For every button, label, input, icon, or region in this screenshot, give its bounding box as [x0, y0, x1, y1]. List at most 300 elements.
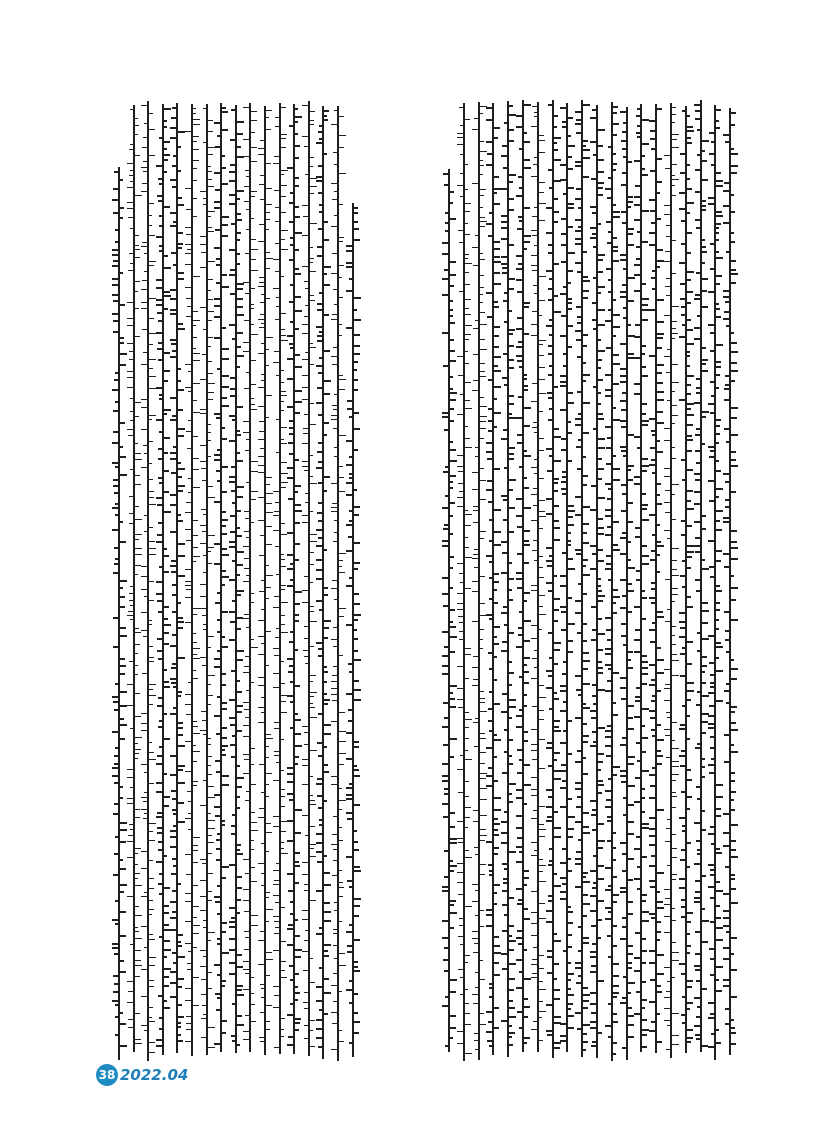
glyph-mark	[494, 823, 500, 825]
glyph-mark	[731, 619, 738, 621]
glyph-mark	[156, 782, 162, 784]
glyph-mark	[260, 140, 264, 142]
glyph-mark	[170, 565, 176, 567]
glyph-mark	[465, 827, 468, 829]
glyph-mark	[554, 663, 558, 665]
glyph-mark	[546, 789, 552, 791]
glyph-mark	[230, 515, 235, 517]
glyph-mark	[178, 243, 183, 245]
glyph-mark	[710, 826, 714, 828]
glyph-mark	[679, 755, 685, 757]
glyph-mark	[568, 168, 573, 170]
glyph-mark	[465, 363, 469, 365]
glyph-mark	[465, 678, 469, 680]
glyph-mark	[605, 188, 611, 190]
glyph-mark	[129, 513, 133, 515]
glyph-mark	[509, 739, 513, 741]
glyph-mark	[549, 657, 552, 659]
glyph-mark	[130, 829, 133, 831]
glyph-mark	[289, 343, 293, 345]
glyph-mark	[516, 346, 522, 348]
glyph-mark	[295, 919, 298, 921]
glyph-mark	[354, 746, 359, 748]
glyph-mark	[217, 938, 220, 940]
glyph-mark	[349, 1042, 352, 1044]
glyph-mark	[208, 547, 214, 549]
glyph-mark	[237, 496, 243, 498]
glyph-mark	[480, 499, 486, 501]
glyph-mark	[444, 793, 448, 795]
glyph-mark	[316, 842, 322, 844]
glyph-mark	[178, 514, 181, 516]
glyph-mark	[657, 901, 663, 903]
glyph-mark	[186, 502, 191, 504]
glyph-mark	[158, 458, 162, 460]
glyph-mark	[731, 465, 738, 467]
glyph-mark	[695, 969, 700, 971]
glyph-mark	[173, 825, 176, 827]
glyph-mark	[324, 699, 330, 701]
glyph-mark	[592, 233, 596, 235]
glyph-mark	[620, 537, 626, 539]
glyph-mark	[487, 316, 492, 318]
glyph-mark	[281, 554, 284, 556]
glyph-mark	[149, 155, 155, 157]
glyph-mark	[185, 512, 191, 514]
text-line-stroke	[293, 104, 295, 1054]
glyph-mark	[246, 439, 249, 441]
glyph-mark	[164, 380, 168, 382]
glyph-mark	[578, 413, 581, 415]
glyph-mark	[159, 936, 162, 938]
glyph-mark	[127, 981, 133, 983]
glyph-mark	[623, 156, 626, 158]
text-line	[634, 100, 649, 1061]
glyph-mark	[287, 773, 293, 775]
glyph-mark	[229, 180, 235, 182]
glyph-mark	[208, 154, 213, 156]
glyph-mark	[489, 691, 492, 693]
glyph-mark	[473, 952, 478, 954]
glyph-mark	[290, 701, 293, 703]
glyph-mark	[127, 187, 133, 189]
glyph-mark	[231, 833, 235, 835]
glyph-mark	[623, 122, 626, 124]
glyph-mark	[318, 648, 322, 650]
glyph-mark	[702, 246, 706, 248]
glyph-mark	[331, 511, 337, 513]
glyph-mark	[702, 528, 706, 530]
glyph-mark	[178, 941, 181, 943]
glyph-mark	[237, 617, 243, 619]
glyph-mark	[316, 142, 322, 144]
glyph-mark	[486, 223, 492, 225]
glyph-mark	[622, 870, 626, 872]
glyph-mark	[214, 172, 220, 174]
glyph-mark	[208, 891, 212, 893]
glyph-mark	[575, 496, 581, 498]
glyph-mark	[200, 445, 206, 447]
glyph-mark	[120, 786, 123, 788]
glyph-mark	[517, 837, 522, 839]
glyph-mark	[310, 611, 314, 613]
glyph-mark	[186, 298, 191, 300]
glyph-mark	[472, 390, 478, 392]
glyph-mark	[331, 639, 337, 641]
glyph-mark	[650, 717, 655, 719]
glyph-mark	[304, 470, 308, 472]
glyph-mark	[289, 665, 293, 667]
glyph-mark	[635, 527, 640, 529]
glyph-mark	[457, 466, 463, 468]
glyph-mark	[702, 359, 708, 361]
glyph-mark	[657, 690, 661, 692]
glyph-mark	[681, 520, 685, 522]
glyph-mark	[622, 222, 626, 224]
glyph-mark	[716, 905, 720, 907]
glyph-mark	[442, 593, 448, 595]
glyph-mark	[687, 808, 690, 810]
glyph-mark	[583, 942, 589, 944]
text-column-right	[112, 100, 364, 1061]
glyph-mark	[687, 921, 691, 923]
glyph-mark	[672, 644, 676, 646]
glyph-mark	[222, 749, 225, 751]
glyph-mark	[251, 840, 254, 842]
glyph-mark	[672, 107, 676, 109]
glyph-mark	[120, 304, 125, 306]
glyph-mark	[560, 742, 566, 744]
glyph-mark	[324, 855, 327, 857]
glyph-mark	[450, 698, 455, 700]
glyph-mark	[113, 646, 118, 648]
glyph-mark	[186, 874, 191, 876]
glyph-mark	[598, 518, 603, 520]
glyph-mark	[518, 216, 522, 218]
glyph-mark	[679, 336, 685, 338]
glyph-mark	[702, 776, 705, 778]
glyph-mark	[621, 211, 626, 213]
glyph-mark	[251, 191, 257, 193]
glyph-mark	[576, 339, 581, 341]
glyph-mark	[135, 245, 139, 247]
glyph-mark	[568, 187, 574, 189]
glyph-mark	[310, 124, 314, 126]
glyph-mark	[590, 1027, 596, 1029]
glyph-mark	[450, 360, 456, 362]
glyph-mark	[232, 502, 235, 504]
glyph-mark	[346, 266, 352, 268]
glyph-mark	[710, 332, 714, 334]
glyph-mark	[575, 761, 581, 763]
glyph-mark	[486, 914, 492, 916]
glyph-mark	[605, 389, 611, 391]
glyph-mark	[237, 594, 241, 596]
glyph-mark	[185, 622, 191, 624]
glyph-mark	[276, 863, 279, 865]
glyph-mark	[114, 709, 118, 711]
glyph-mark	[339, 712, 345, 714]
glyph-mark	[672, 328, 676, 330]
glyph-mark	[229, 962, 235, 964]
glyph-mark	[598, 403, 601, 405]
glyph-mark	[244, 709, 249, 711]
glyph-mark	[532, 216, 537, 218]
glyph-mark	[276, 419, 279, 421]
glyph-mark	[488, 430, 492, 432]
glyph-mark	[710, 747, 714, 749]
glyph-mark	[316, 1028, 322, 1030]
glyph-mark	[237, 659, 243, 661]
glyph-mark	[473, 506, 478, 508]
glyph-mark	[680, 859, 685, 861]
glyph-mark	[222, 129, 228, 131]
glyph-mark	[568, 1008, 571, 1010]
glyph-mark	[113, 212, 118, 214]
glyph-mark	[664, 205, 670, 207]
glyph-mark	[141, 191, 147, 193]
glyph-mark	[539, 192, 544, 194]
glyph-mark	[444, 970, 448, 972]
glyph-mark	[354, 228, 359, 230]
glyph-mark	[258, 456, 264, 458]
glyph-mark	[295, 216, 300, 218]
glyph-mark	[339, 335, 342, 337]
glyph-mark	[486, 489, 492, 491]
glyph-mark	[208, 900, 212, 902]
glyph-mark	[229, 864, 235, 866]
glyph-mark	[305, 305, 308, 307]
glyph-mark	[354, 207, 358, 209]
glyph-mark	[266, 212, 270, 214]
glyph-mark	[531, 520, 537, 522]
glyph-mark	[149, 986, 154, 988]
glyph-mark	[266, 1021, 270, 1023]
glyph-mark	[259, 421, 264, 423]
glyph-mark	[112, 313, 118, 315]
glyph-mark	[149, 900, 153, 902]
glyph-mark	[517, 442, 522, 444]
glyph-mark	[516, 126, 522, 128]
glyph-mark	[115, 466, 118, 468]
glyph-mark	[319, 204, 322, 206]
glyph-mark	[193, 642, 197, 644]
glyph-mark	[185, 854, 191, 856]
glyph-mark	[354, 680, 359, 682]
glyph-mark	[243, 773, 249, 775]
glyph-mark	[583, 542, 589, 544]
glyph-mark	[222, 533, 227, 535]
glyph-mark	[577, 750, 581, 752]
glyph-mark	[346, 482, 352, 484]
glyph-mark	[324, 239, 329, 241]
glyph-mark	[666, 295, 670, 297]
glyph-mark	[577, 391, 581, 393]
glyph-mark	[568, 432, 572, 434]
glyph-mark	[613, 832, 616, 834]
glyph-mark	[246, 575, 249, 577]
glyph-mark	[694, 491, 700, 493]
glyph-mark	[716, 815, 721, 817]
glyph-mark	[159, 137, 162, 139]
glyph-mark	[290, 681, 293, 683]
glyph-mark	[164, 126, 167, 128]
glyph-mark	[149, 965, 155, 967]
glyph-mark	[460, 755, 463, 757]
glyph-mark	[680, 575, 685, 577]
glyph-mark	[324, 115, 327, 117]
glyph-mark	[592, 695, 596, 697]
glyph-mark	[637, 760, 640, 762]
glyph-mark	[260, 535, 264, 537]
glyph-mark	[444, 429, 448, 431]
glyph-mark	[310, 1030, 313, 1032]
glyph-mark	[243, 421, 249, 423]
glyph-mark	[354, 221, 358, 223]
glyph-mark	[516, 355, 522, 357]
glyph-mark	[164, 308, 168, 310]
glyph-mark	[114, 547, 118, 549]
glyph-mark	[605, 374, 611, 376]
glyph-mark	[442, 775, 448, 777]
glyph-mark	[114, 983, 118, 985]
glyph-mark	[222, 980, 226, 982]
glyph-mark	[450, 556, 454, 558]
glyph-mark	[295, 491, 298, 493]
glyph-mark	[539, 511, 545, 513]
glyph-mark	[258, 722, 264, 724]
glyph-mark	[681, 750, 685, 752]
glyph-mark	[273, 515, 279, 517]
glyph-mark	[475, 890, 478, 892]
glyph-mark	[149, 419, 152, 421]
glyph-mark	[164, 548, 167, 550]
glyph-mark	[634, 436, 640, 438]
glyph-mark	[287, 928, 293, 930]
glyph-mark	[173, 865, 176, 867]
glyph-mark	[598, 392, 601, 394]
glyph-mark	[310, 795, 313, 797]
glyph-mark	[578, 975, 581, 977]
glyph-mark	[504, 122, 507, 124]
glyph-mark	[260, 175, 264, 177]
glyph-mark	[642, 999, 647, 1001]
glyph-mark	[186, 234, 191, 236]
glyph-mark	[731, 491, 736, 493]
glyph-mark	[324, 393, 330, 395]
glyph-mark	[697, 129, 700, 131]
glyph-mark	[258, 286, 264, 288]
glyph-mark	[334, 304, 337, 306]
glyph-mark	[442, 253, 448, 255]
glyph-mark	[208, 392, 214, 394]
glyph-mark	[546, 207, 552, 209]
glyph-mark	[518, 396, 522, 398]
glyph-mark	[665, 490, 670, 492]
glyph-mark	[731, 937, 737, 939]
glyph-mark	[687, 796, 692, 798]
glyph-mark	[200, 805, 206, 807]
glyph-mark	[657, 541, 661, 543]
glyph-mark	[672, 338, 675, 340]
glyph-mark	[334, 532, 337, 534]
glyph-mark	[650, 138, 655, 140]
glyph-mark	[702, 656, 707, 658]
glyph-mark	[135, 291, 138, 293]
glyph-mark	[687, 933, 690, 935]
glyph-mark	[583, 176, 589, 178]
glyph-mark	[583, 484, 587, 486]
glyph-mark	[524, 302, 530, 304]
glyph-mark	[681, 906, 685, 908]
glyph-mark	[215, 146, 220, 148]
glyph-mark	[214, 298, 220, 300]
glyph-mark	[502, 772, 507, 774]
glyph-mark	[442, 1005, 448, 1007]
glyph-mark	[723, 910, 729, 912]
glyph-mark	[687, 1008, 690, 1010]
glyph-mark	[501, 842, 507, 844]
glyph-mark	[318, 502, 322, 504]
glyph-mark	[731, 1019, 734, 1021]
glyph-mark	[725, 481, 729, 483]
glyph-mark	[605, 730, 611, 732]
glyph-mark	[316, 642, 322, 644]
glyph-mark	[318, 1046, 322, 1048]
glyph-mark	[731, 558, 738, 560]
glyph-mark	[578, 583, 581, 585]
glyph-mark	[575, 967, 581, 969]
glyph-mark	[237, 844, 241, 846]
glyph-mark	[295, 1022, 300, 1024]
glyph-mark	[135, 931, 139, 933]
glyph-mark	[509, 288, 514, 290]
glyph-mark	[503, 499, 507, 501]
glyph-mark	[598, 761, 603, 763]
glyph-mark	[442, 673, 448, 675]
glyph-mark	[208, 695, 213, 697]
glyph-mark	[244, 568, 249, 570]
glyph-mark	[724, 399, 729, 401]
glyph-mark	[114, 171, 118, 173]
glyph-mark	[112, 389, 118, 391]
glyph-mark	[203, 927, 206, 929]
glyph-mark	[642, 788, 645, 790]
glyph-mark	[170, 971, 176, 973]
glyph-mark	[731, 849, 736, 851]
glyph-mark	[231, 825, 235, 827]
glyph-mark	[583, 297, 588, 299]
glyph-mark	[501, 238, 507, 240]
glyph-mark	[208, 765, 211, 767]
glyph-mark	[170, 846, 176, 848]
glyph-mark	[222, 708, 227, 710]
glyph-mark	[651, 459, 655, 461]
glyph-mark	[593, 855, 596, 857]
glyph-mark	[130, 170, 133, 172]
glyph-mark	[524, 241, 530, 243]
glyph-mark	[112, 767, 118, 769]
glyph-mark	[281, 370, 284, 372]
glyph-mark	[347, 400, 352, 402]
glyph-mark	[304, 638, 308, 640]
glyph-mark	[310, 856, 316, 858]
glyph-mark	[480, 421, 486, 423]
glyph-mark	[258, 353, 264, 355]
glyph-mark	[157, 650, 162, 652]
glyph-mark	[613, 1042, 617, 1044]
glyph-mark	[127, 371, 133, 373]
